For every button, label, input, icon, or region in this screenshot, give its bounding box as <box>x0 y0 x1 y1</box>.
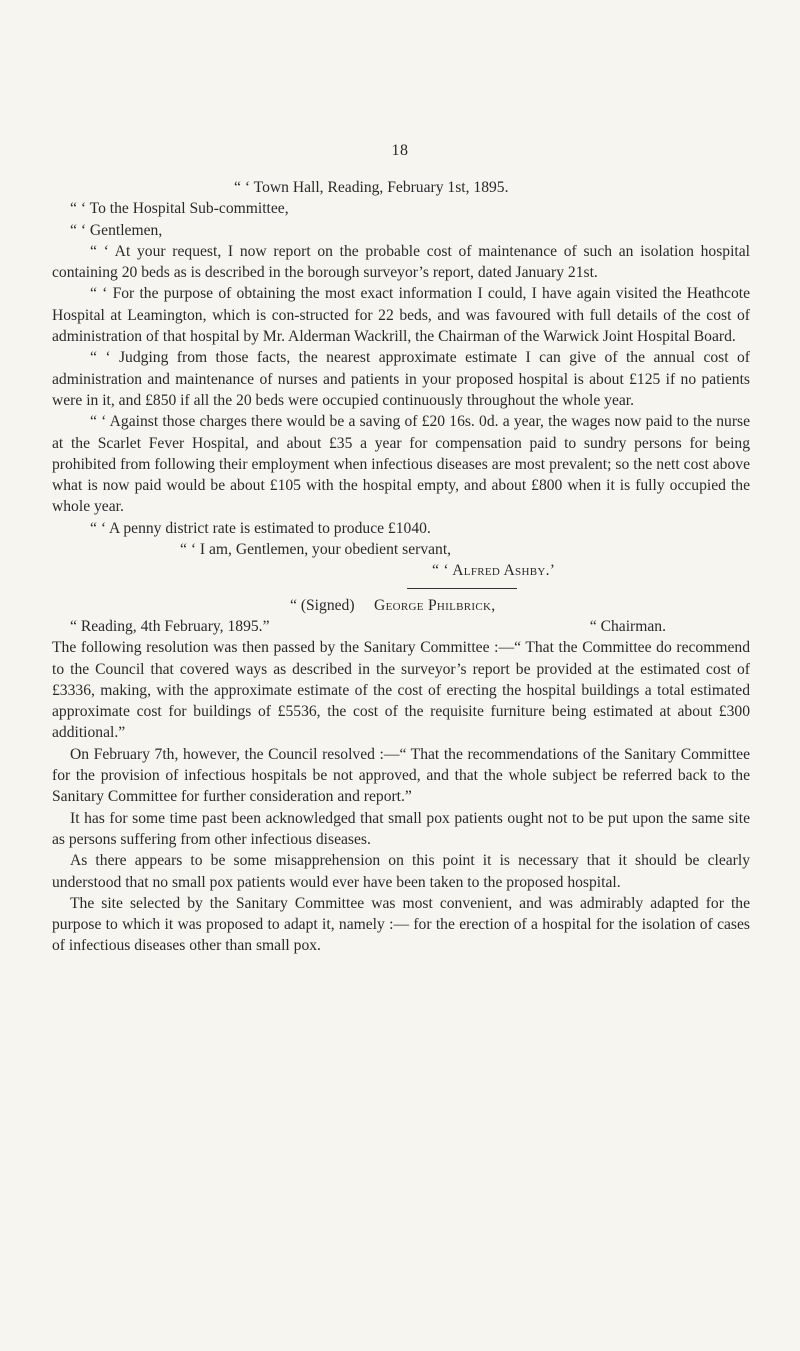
body-paragraph: The following resolution was then passed by the Sanitary Committee :—“ That the Committee do recommend to the Council that covered ways as described in the surveyor’s report be provided at the estimated cost of £3336, making, with the approximate estimate of the cost of erecting the hospital buildings a total estimated approximate cost for buildings of £5536, the cost of the requisite furniture being estimated at about £300 additional.” <box>52 639 750 742</box>
signed-line <box>52 595 750 616</box>
letter-closing: “ ‘ I am, Gentlemen, your obedient servant, <box>180 541 452 559</box>
section-divider <box>407 588 517 589</box>
page-number: 18 <box>391 142 409 159</box>
signed-date: “ Reading, 4th February, 1895.” <box>70 617 270 635</box>
letter-paragraph: “ ‘ At your request, I now report on the probable cost of maintenance of such an isolation hospital containing 20 beds as is described in the borough surveyor’s report, dated January 21st. <box>52 242 750 282</box>
letter-signature: “ ‘ Alfred Ashby.’ <box>432 562 556 580</box>
letter-paragraph: “ ‘ Judging from those facts, the nearest approximate estimate I can give of the annual cost of administration and maintenance of nurses and patients in your proposed hospital is about £125 if no patients were in it, and £850 if all the 20 beds were occupied continuously throughout the whole year. <box>52 349 750 409</box>
letter-paragraph: “ ‘ A penny district rate is estimated to produce £1040. <box>90 519 431 537</box>
body-paragraph: The site selected by the Sanitary Committee was most convenient, and was admirably adapted for the purpose to which it was proposed to adapt it, namely :— for the erection of a hospital for the isolation of cases of infectious diseases other than small pox. <box>52 894 750 955</box>
signed-date-row <box>52 616 750 637</box>
signed-name: George Philbrick, <box>374 596 496 614</box>
document-body <box>52 177 750 957</box>
letter-paragraph: “ ‘ Against those charges there would be a saving of £20 16s. 0d. a year, the wages now paid to the nurse at the Scarlet Fever Hospital, and about £35 a year for compensation paid to sundry persons for being prohibited from following their employment when infectious diseases are most prevalent; so the nett cost above what is now paid would be about £105 with the hospital empty, and about £800 when it is fully occupied the whole year. <box>52 413 750 516</box>
signed-title: “ Chairman. <box>589 617 666 635</box>
letter-addressee: “ ‘ To the Hospital Sub-committee, <box>70 200 289 218</box>
body-paragraph: As there appears to be some misapprehension on this point it is necessary that it should be clearly understood that no small pox patients would ever have been taken to the proposed hospital. <box>52 852 750 891</box>
letter-paragraph: “ ‘ For the purpose of obtaining the most exact information I could, I have again visited the Heathcote Hospital at Leamington, which is con-structed for 22 beds, and was favoured with full details of the cost of administration of that hospital by Mr. Alderman Wackrill, the Chairman of the Warwick Joint Hospital Board. <box>52 285 750 346</box>
body-paragraph: It has for some time past been acknowledged that small pox patients ought not to be put upon the same site as persons suffering from other infectious diseases. <box>52 809 750 848</box>
signed-prefix: “ (Signed) <box>290 596 355 614</box>
letter-date-line: “ ‘ Town Hall, Reading, February 1st, 1895. <box>234 179 509 196</box>
letter-salutation: “ ‘ Gentlemen, <box>70 221 163 239</box>
body-paragraph: On February 7th, however, the Council resolved :—“ That the recommendations of the Sanitary Committee for the provision of infectious hospitals be not approved, and that the whole subject be referred back to the Sanitary Committee for further consideration and report.” <box>52 745 750 806</box>
